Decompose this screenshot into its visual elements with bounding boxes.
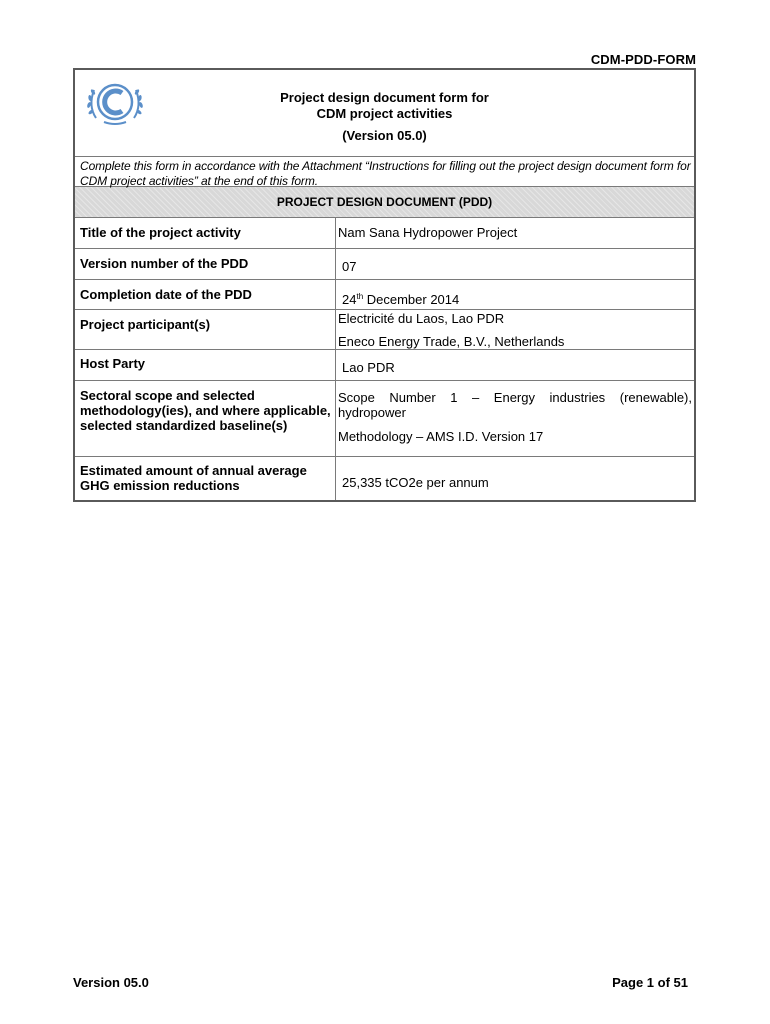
table-row [75,218,694,248]
table-row [75,248,694,279]
form-code: CDM-PDD-FORM [590,52,696,67]
section-title: PROJECT DESIGN DOCUMENT (PDD) [75,187,694,218]
scope-line1: Scope Number 1 – Energy industries (renewable), [338,389,692,405]
reductions-label-line2: GHG emission reductions [80,477,240,493]
table-row [75,349,694,380]
version-label: Version number of the PDD [75,248,336,279]
participants-label: Project participant(s) [75,309,336,349]
table-row [75,380,694,456]
host-label: Host Party [75,349,336,380]
form-title [75,90,694,144]
form-title-line2: CDM project activities [316,106,453,121]
reductions-label [75,456,336,500]
completion-label: Completion date of the PDD [75,279,336,309]
scope-line2: hydropower [338,404,406,420]
pdd-info-table [75,218,694,500]
form-header [75,70,694,157]
methodology: Methodology – AMS I.D. Version 17 [338,428,544,444]
version-value: 07 [336,248,695,279]
completion-day: 24 [342,291,357,307]
reductions-label-line1: Estimated amount of annual average [80,462,307,478]
footer-page-number: Page 1 of 51 [612,975,688,990]
host-value: Lao PDR [336,349,695,380]
participants-value [336,309,695,349]
pdd-form-frame [73,68,696,502]
completion-value [336,279,695,309]
form-title-line1: Project design document form for [280,90,489,105]
completion-suffix: th [356,291,364,301]
scope-label: Sectoral scope and selected methodology(ies), and where applicable, selected standardized baseline(s) [75,380,336,456]
title-value: Nam Sana Hydropower Project [336,218,695,248]
participant-1: Electricité du Laos, Lao PDR [338,310,505,326]
form-version: (Version 05.0) [342,128,427,143]
participant-2: Eneco Energy Trade, B.V., Netherlands [338,333,565,349]
table-row [75,279,694,309]
scope-value [336,380,695,456]
footer-version: Version 05.0 [73,975,149,990]
title-label: Title of the project activity [75,218,336,248]
table-row [75,309,694,349]
form-instructions: Complete this form in accordance with the Attachment “Instructions for filling out the project design document form for CDM project activities” at the end of this form. [75,157,694,187]
completion-rest: December 2014 [363,291,460,307]
reductions-value: 25,335 tCO2e per annum [342,474,489,490]
table-row [75,456,694,500]
